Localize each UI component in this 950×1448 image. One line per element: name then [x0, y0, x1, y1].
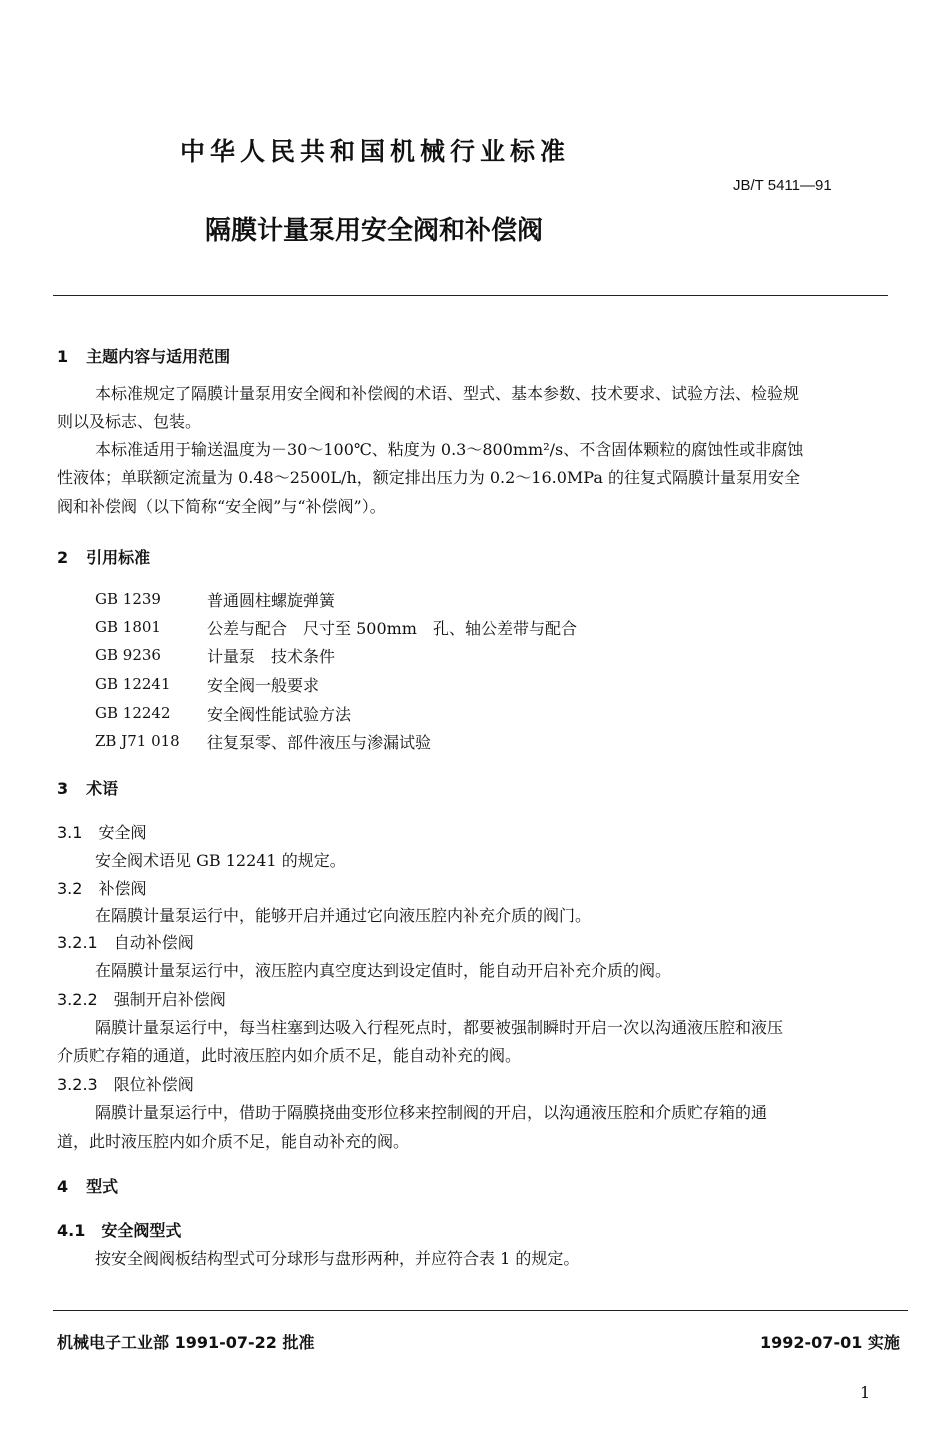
section-4-heading: [57, 1174, 118, 1197]
section-number: 2: [57, 548, 69, 567]
subsection-number: 3.2.3: [57, 1075, 98, 1094]
paragraph-line: 在隔膜计量泵运行中，能够开启并通过它向液压腔内补充介质的阀门。: [95, 906, 592, 925]
section-title: 引用标准: [86, 548, 151, 567]
standard-code: JB/T 5411—91: [733, 177, 832, 194]
reference-code: GB 9236: [95, 646, 161, 664]
header-divider: [53, 295, 888, 296]
paragraph-line: 性液体；单联额定流量为 0.48～2500L/h，额定排出压力为 0.2～16.0MPa 的往复式隔膜计量泵用安全: [57, 468, 800, 487]
reference-code: GB 12241: [95, 675, 171, 693]
paragraph-line: 本标准规定了隔膜计量泵用安全阀和补偿阀的术语、型式、基本参数、技术要求、试验方法、检验规: [95, 384, 800, 403]
paragraph-line: 按安全阀阀板结构型式可分球形与盘形两种，并应符合表 1 的规定。: [95, 1249, 580, 1268]
paragraph-line: 道，此时液压腔内如介质不足，能自动补充的阀。: [57, 1132, 410, 1151]
subsection-number: 3.2: [57, 879, 83, 898]
paragraph-line: 介质贮存箱的通道，此时液压腔内如介质不足，能自动补充的阀。: [57, 1046, 522, 1065]
subsection-title: 强制开启补偿阀: [113, 990, 226, 1009]
reference-code: ZB J71 018: [95, 732, 180, 750]
reference-name: 安全阀一般要求: [207, 676, 320, 695]
reference-name: 安全阀性能试验方法: [207, 705, 352, 724]
reference-name: 计量泵 技术条件: [207, 647, 336, 666]
subsection-3-2-1-heading: [57, 930, 194, 953]
subsection-3-2-2-heading: [57, 987, 226, 1010]
document-title: 隔膜计量泵用安全阀和补偿阀: [205, 216, 544, 246]
paragraph-line: 本标准适用于输送温度为－30～100℃、粘度为 0.3～800mm²/s、不含固体颗粒的腐蚀性或非腐蚀: [95, 440, 804, 459]
section-number: 1: [57, 347, 69, 366]
reference-name: 普通圆柱螺旋弹簧: [207, 591, 336, 610]
section-number: 4: [57, 1177, 69, 1196]
subsection-title: 自动补偿阀: [113, 933, 194, 952]
approval-note: 机械电子工业部 1991-07-22 批准: [57, 1333, 315, 1352]
subsection-title: 补偿阀: [98, 879, 147, 898]
section-title: 型式: [86, 1177, 119, 1196]
paragraph-line: 隔膜计量泵运行中，借助于隔膜挠曲变形位移来控制阀的开启，以沟通液压腔和介质贮存箱的通: [95, 1103, 768, 1122]
reference-code: GB 1801: [95, 618, 161, 636]
section-2-heading: [57, 545, 150, 568]
reference-name: 往复泵零、部件液压与渗漏试验: [207, 733, 432, 752]
reference-name: 公差与配合 尺寸至 500mm 孔、轴公差带与配合: [207, 619, 577, 638]
section-1-heading: [57, 344, 230, 367]
section-title: 主题内容与适用范围: [86, 347, 231, 366]
section-title: 术语: [86, 779, 119, 798]
reference-code: GB 12242: [95, 704, 171, 722]
subsection-3-2-heading: [57, 876, 146, 899]
paragraph-line: 则以及标志、包装。: [57, 412, 202, 431]
subsection-3-1-heading: [57, 820, 146, 843]
paragraph-line: 阀和补偿阀（以下简称“安全阀”与“补偿阀”）。: [57, 497, 386, 516]
subsection-number: 3.2.2: [57, 990, 98, 1009]
subsection-number: 4.1: [57, 1221, 86, 1240]
subsection-3-2-3-heading: [57, 1072, 194, 1095]
reference-code: GB 1239: [95, 590, 161, 608]
subsection-number: 3.1: [57, 823, 83, 842]
paragraph-line: 隔膜计量泵运行中，每当柱塞到达吸入行程死点时，都要被强制瞬时开启一次以沟通液压腔和液压: [95, 1018, 784, 1037]
paragraph-line: 在隔膜计量泵运行中，液压腔内真空度达到设定值时，能自动开启补充介质的阀。: [95, 961, 672, 980]
subsection-title: 安全阀型式: [101, 1221, 182, 1240]
subsection-title: 安全阀: [98, 823, 147, 842]
subsection-title: 限位补偿阀: [113, 1075, 194, 1094]
effective-date: 1992-07-01 实施: [760, 1333, 900, 1352]
subsection-number: 3.2.1: [57, 933, 98, 952]
paragraph-line: 安全阀术语见 GB 12241 的规定。: [95, 851, 346, 870]
subsection-4-1-heading: [57, 1218, 181, 1241]
section-number: 3: [57, 779, 69, 798]
standard-org-title: 中华人民共和国机械行业标准: [180, 137, 571, 166]
footer-divider: [53, 1310, 908, 1311]
section-3-heading: [57, 776, 118, 799]
page-number: 1: [860, 1383, 871, 1402]
